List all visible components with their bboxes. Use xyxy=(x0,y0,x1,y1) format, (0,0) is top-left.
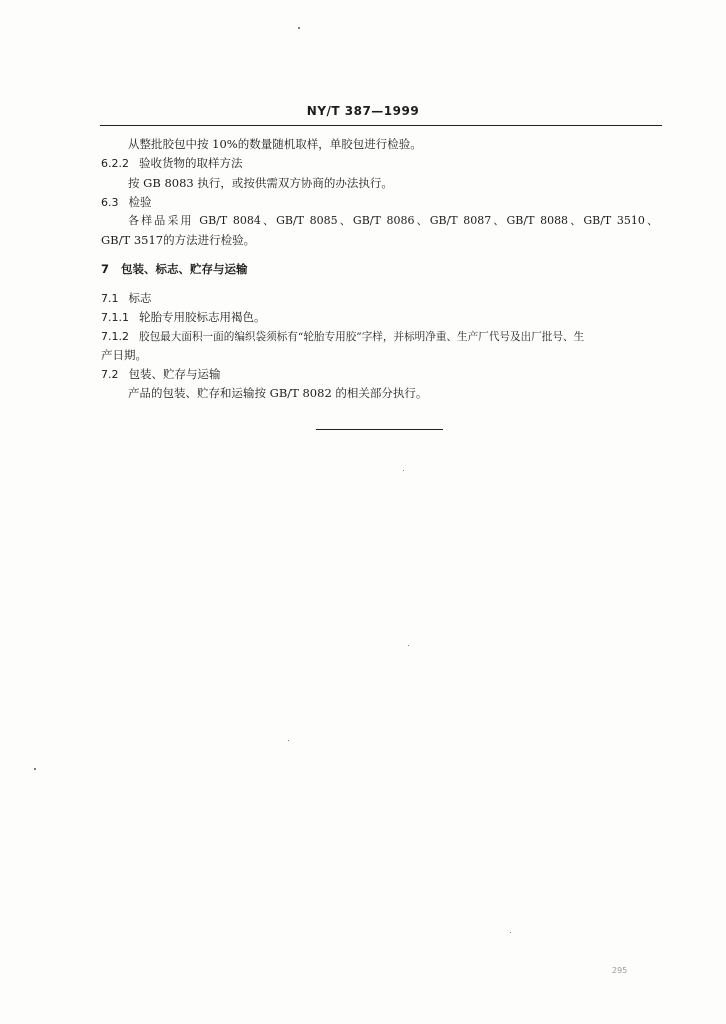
section-number: 7.1.1 xyxy=(101,311,129,324)
section-title: 检验 xyxy=(128,195,152,209)
section-number: 7.1.2 xyxy=(101,330,129,343)
section-6-3-text-line-1: 各样品采用 GB/T 8084、GB/T 8085、GB/T 8086、GB/T 8087、GB/T 8088、GB/T 3510、 xyxy=(128,214,658,227)
section-title: 验收货物的取样方法 xyxy=(139,156,243,170)
scan-speck xyxy=(34,768,36,770)
section-6-3-heading xyxy=(101,194,152,211)
section-number: 7.1 xyxy=(101,292,119,305)
section-number: 7.2 xyxy=(101,368,119,381)
end-of-text-rule xyxy=(316,429,443,430)
section-7-2-heading xyxy=(101,366,221,383)
section-7-1-1 xyxy=(101,309,266,326)
section-6-2-2-heading xyxy=(101,155,243,172)
section-7-2-text: 产品的包装、贮存和运输按 GB/T 8082 的相关部分执行。 xyxy=(128,386,428,400)
section-title: 标志 xyxy=(128,291,152,305)
section-text: 胶包最大面积一面的编织袋须标有“轮胎专用胶”字样，并标明净重、生产厂代号及出厂批号、生 xyxy=(139,331,585,343)
sampling-paragraph: 从整批胶包中按 10%的数量随机取样，单胶包进行检验。 xyxy=(128,137,422,151)
scan-speck xyxy=(408,645,409,646)
standard-code-header: NY/T 387—1999 xyxy=(306,104,420,118)
section-number: 6.3 xyxy=(101,196,119,209)
section-text: 轮胎专用胶标志用褐色。 xyxy=(139,310,266,324)
section-6-2-2-text: 按 GB 8083 执行，或按供需双方协商的办法执行。 xyxy=(128,176,393,190)
scan-speck xyxy=(510,932,511,933)
section-number: 6.2.2 xyxy=(101,157,129,170)
scan-speck xyxy=(298,27,300,29)
section-6-3-text-line-2: GB/T 3517的方法进行检验。 xyxy=(101,233,256,247)
page-number: 295 xyxy=(612,966,628,975)
header-rule xyxy=(100,125,662,126)
scan-speck xyxy=(288,740,289,741)
section-number: 7 xyxy=(101,262,110,276)
scan-speck xyxy=(403,470,404,471)
section-title: 包装、标志、贮存与运输 xyxy=(121,262,248,276)
section-7-1-heading xyxy=(101,290,152,307)
section-7-1-2-line-2: 产日期。 xyxy=(101,348,147,362)
section-7-heading xyxy=(101,261,248,277)
section-title: 包装、贮存与运输 xyxy=(128,367,221,381)
section-7-1-2-line-1 xyxy=(101,328,659,345)
